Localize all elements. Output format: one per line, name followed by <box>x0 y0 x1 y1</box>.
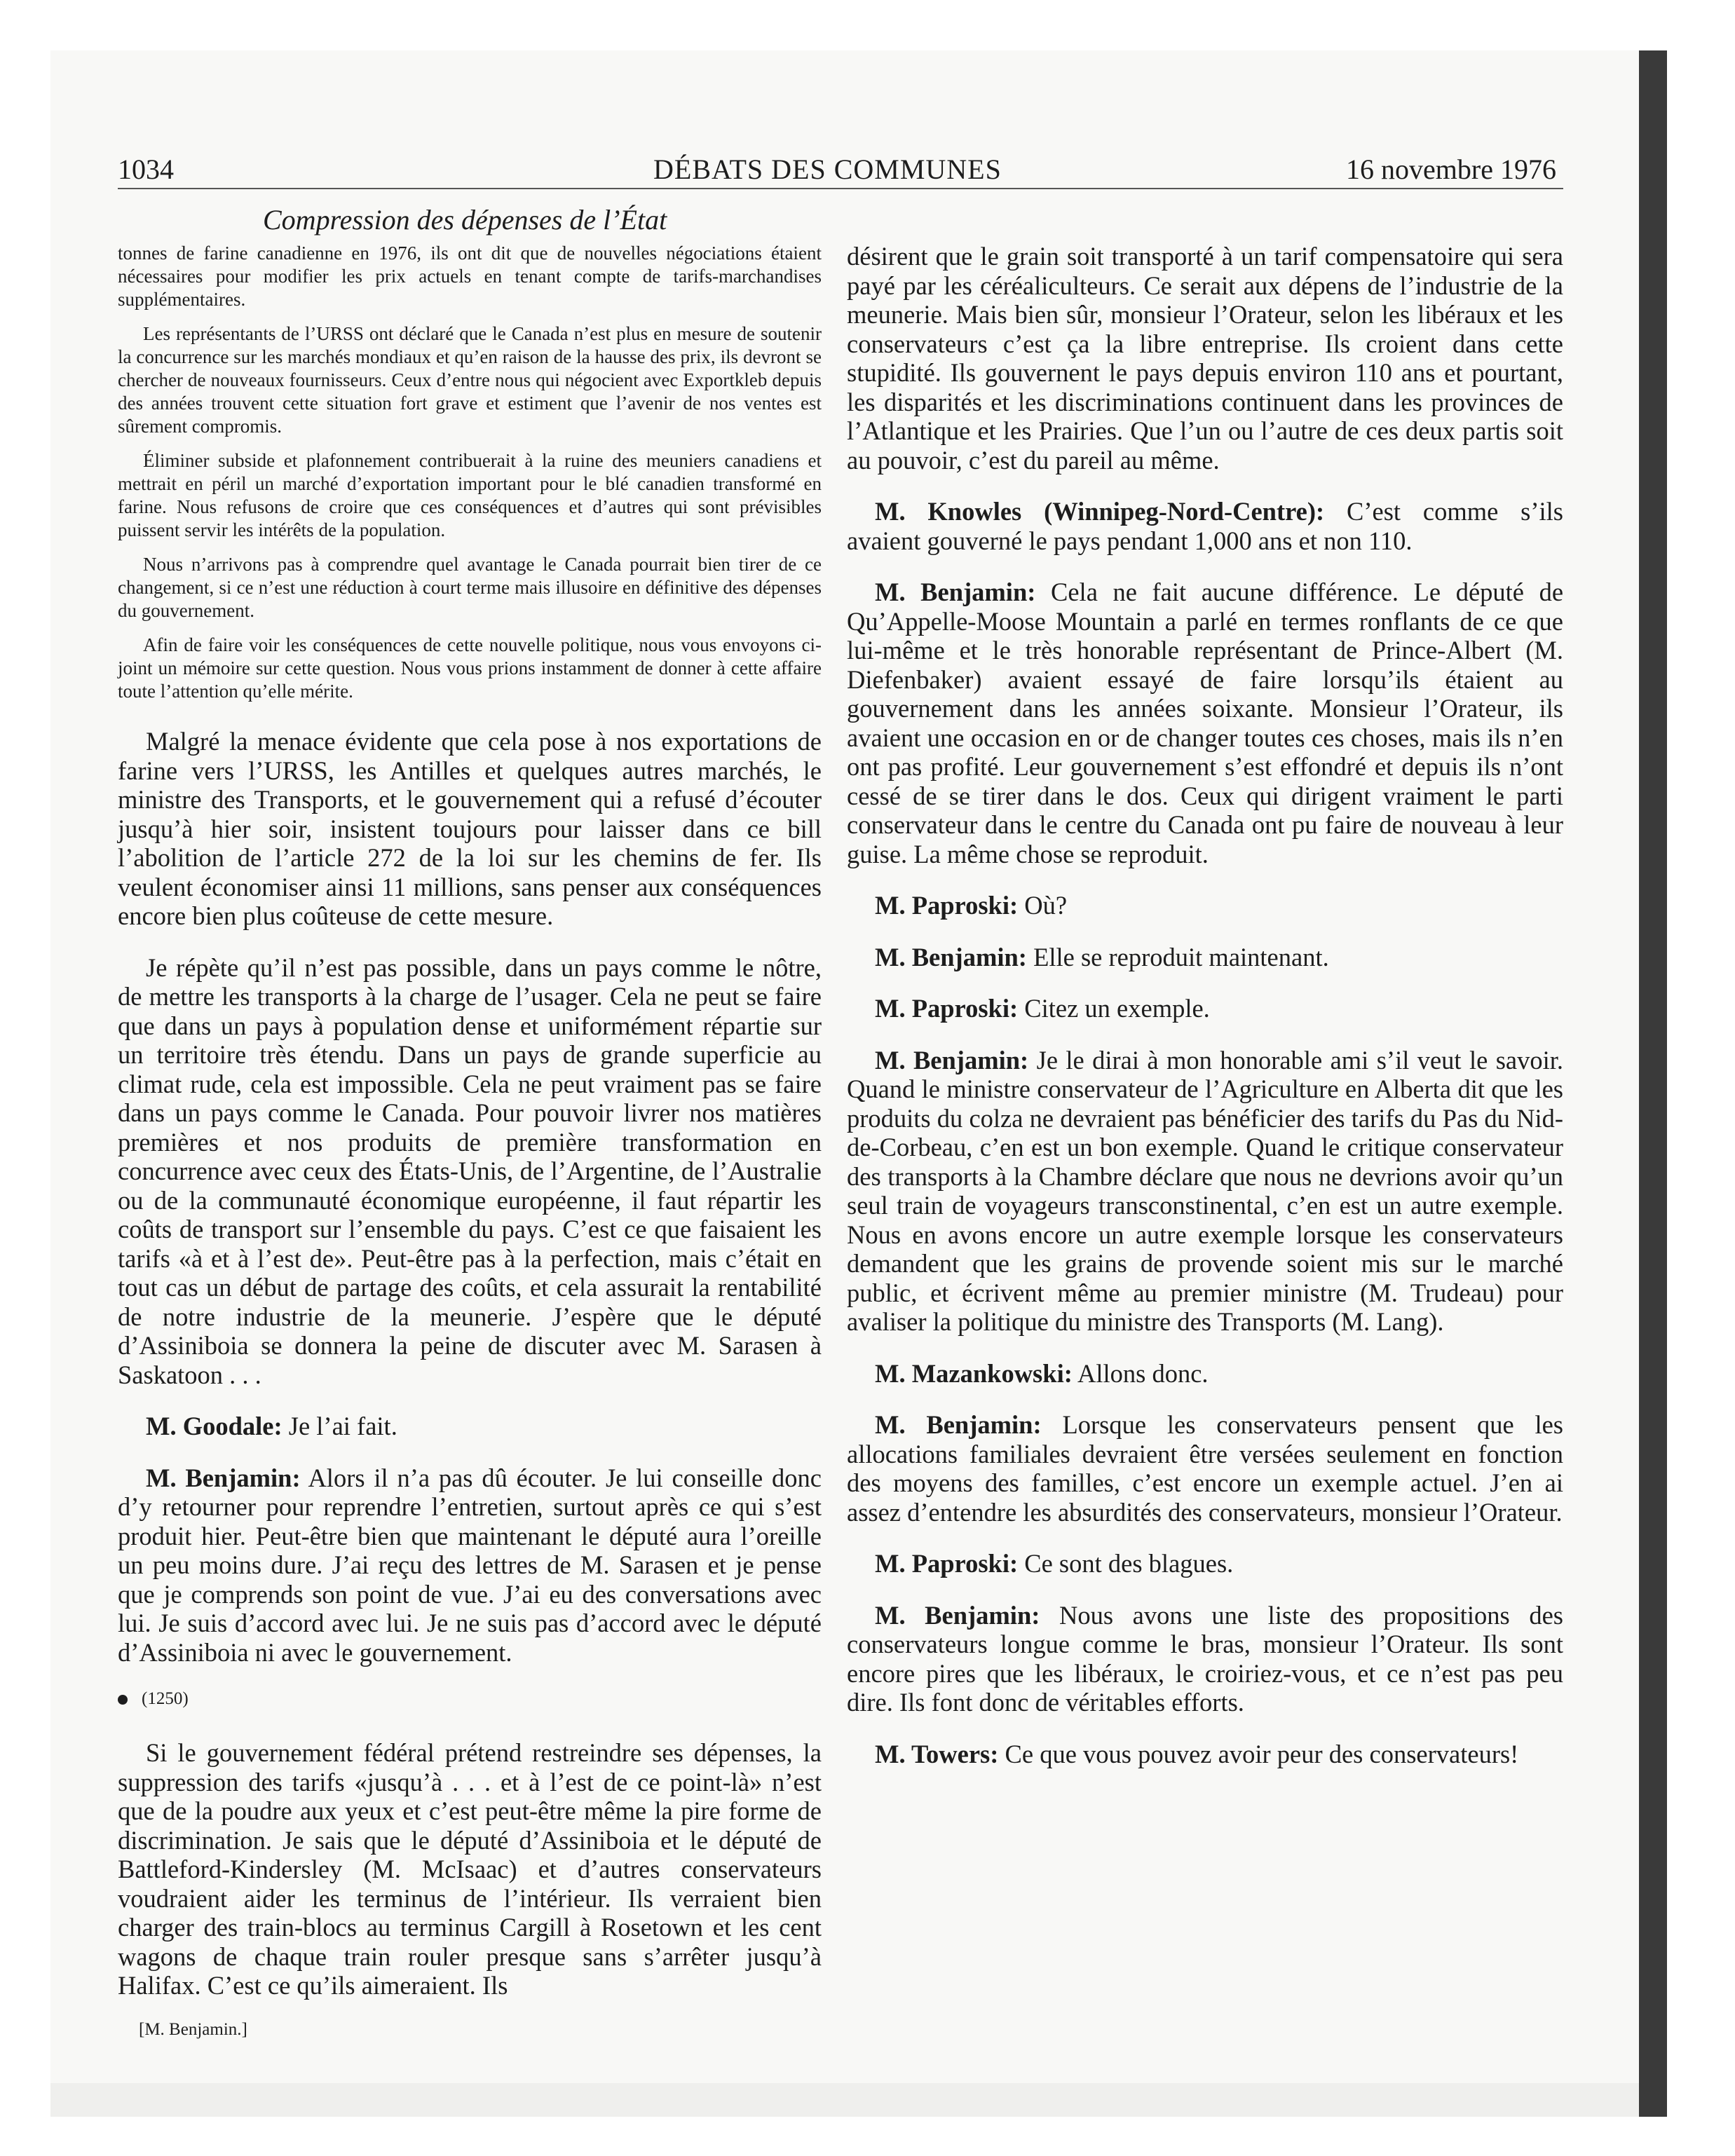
quote-paragraph: Nous n’arrivons pas à comprendre quel avantage le Canada pourrait bien tirer de ce changement, si ce n’est une réduction à court terme mais illusoire en définitive des dépenses du gouvernement. <box>118 554 822 621</box>
speaker-footer-reference: [M. Benjamin.] <box>139 2020 247 2039</box>
speech-text: Ce sont des blagues. <box>1024 1549 1234 1578</box>
quote-paragraph: Les représentants de l’URSS ont déclaré que le Canada n’est plus en mesure de soutenir la concurrence sur les marchés mondiaux et qu’en raison de la hausse des prix, ils devront se chercher de nouveaux fournisseurs. Ceux d’entre nous qui négocient avec Exportkleb depuis des années trouvent cette situation fort grave et estiment que l’avenir de nos ventes est sûrement compromis. <box>118 323 822 437</box>
speech-benjamin <box>847 1046 1563 1337</box>
scan-edge-bar <box>1639 50 1667 2117</box>
header-rule <box>118 188 1563 189</box>
speech-towers <box>847 1740 1563 1769</box>
speaker-name: M. Benjamin: <box>875 1045 1029 1074</box>
speech-text: Où? <box>1024 891 1068 920</box>
speech-paproski <box>847 891 1563 920</box>
speech-goodale <box>118 1412 822 1441</box>
speaker-name: M. Knowles (Winnipeg-Nord-Centre): <box>875 497 1325 526</box>
bullet-dot-icon <box>118 1695 128 1705</box>
speech-text: Nous avons une liste des propositions des conservateurs longue comme le bras, monsieur l’Orateur. Ils sont encore pires que les libéraux, le croiriez-vous, et ce n’est pas peu dire. Ils font donc de véritables efforts. <box>847 1600 1563 1717</box>
page-number: 1034 <box>118 153 174 185</box>
speech-text: C’est comme s’ils avaient gouverné le pays pendant 1,000 ans et non 110. <box>847 497 1563 555</box>
speaker-name: M. Benjamin: <box>875 578 1036 606</box>
speaker-name: M. Benjamin: <box>875 1600 1040 1630</box>
speech-paragraph: désirent que le grain soit transporté à un tarif compensatoire qui sera payé par les céréaliculteurs. Ce serait aux dépens de l’industrie de la meunerie. Mais bien sûr, monsieur l’Orateur, selon les libéraux et les conservateurs c’est ça la libre entreprise. Ils croient dans cette stupidité. Ils gouvernent le pays depuis environ 110 ans et pourtant, les disparités et les discriminations continuent dans les provinces de l’Atlantique et les Prairies. Que l’un ou l’autre de ces deux partis soit au pouvoir, c’est du pareil au même. <box>847 242 1563 475</box>
quote-paragraph: Éliminer subside et plafonnement contribuerait à la ruine des meuniers canadiens et mettrait en péril un marché d’exportation important pour le blé canadien transformé en farine. Nous refusons de croire que ces conséquences et d’autres qui sont prévisibles puissent servir les intérêts de la population. <box>118 450 822 540</box>
speaker-name: M. Paproski: <box>875 891 1019 920</box>
speaker-name: M. Benjamin: <box>875 942 1027 971</box>
left-column <box>118 242 822 2023</box>
quote-paragraph: Afin de faire voir les conséquences de cette nouvelle politique, nous vous envoyons ci-joint un mémoire sur cette question. Nous vous prions instamment de donner à cette affaire toute l’attention qu’elle mérite. <box>118 634 822 702</box>
time-marker-text: (1250) <box>142 1689 189 1708</box>
speech-text: Elle se reproduit maintenant. <box>1033 942 1329 971</box>
speech-benjamin <box>118 1464 822 1667</box>
speech-paragraph: Malgré la menace évidente que cela pose à nos exportations de farine vers l’URSS, les Antilles et quelques autres marchés, le ministre des Transports, et le gouvernement qui a refusé d’écouter jusqu’à hier soir, insistent toujours pour laisser dans ce bill l’abolition de l’article 272 de la loi sur les chemins de fer. Ils veulent économiser ainsi 11 millions, sans penser aux conséquences encore bien plus coûteuse de cette mesure. <box>118 727 822 930</box>
speaker-name: M. Goodale: <box>146 1412 283 1440</box>
speech-paragraph: Je répète qu’il n’est pas possible, dans un pays comme le nôtre, de mettre les transports à la charge de l’usager. Cela ne peut se faire que dans un pays à population dense et uniformément répartie sur un territoire très étendu. Dans un pays de grande superficie au climat rude, cela est impossible. Cela ne peut vraiment pas se faire dans un pays comme le Canada. Pour pouvoir livrer nos matières premières et nos produits de première transformation en concurrence avec ceux des États-Unis, de l’Argentine, de l’Australie ou de la communauté économique européenne, il faut répartir les coûts de transport sur l’ensemble du pays. C’est ce que faisaient les tarifs «à et à l’est de». Peut-être pas à la perfection, mais c’était en tout cas un début de partage des coûts, et cela assurait la rentabilité de notre industrie de la meunerie. J’espère que le député d’Assiniboia se donnera la peine de discuter avec M. Sarasen à Saskatoon . . . <box>118 953 822 1389</box>
speaker-name: M. Paproski: <box>875 994 1019 1023</box>
speech-paproski <box>847 994 1563 1023</box>
right-column <box>847 242 1563 1791</box>
speech-benjamin <box>847 578 1563 868</box>
quote-paragraph: tonnes de farine canadienne en 1976, ils ont dit que de nouvelles négociations étaient nécessaires pour modifier les prix actuels en tenant compte de tarifs-marchandises supplémentaires. <box>118 243 822 310</box>
speech-knowles <box>847 497 1563 555</box>
speech-paragraph: Si le gouvernement fédéral prétend restreindre ses dépenses, la suppression des tarifs «jusqu’à . . . et à l’est de ce point-là» n’est que de la poudre aux yeux et c’est peut-être même la pire forme de discrimination. Je sais que le député d’Assiniboia et le député de Battleford-Kindersley (M. McIsaac) et d’autres conservateurs voudraient aider les terminus de l’intérieur. Ils verraient bien charger des train-blocs au terminus Cargill à Rosetown et les cent wagons de chaque train rouler presque sans s’arrêter jusqu’à Halifax. C’est ce qu’ils aimeraient. Ils <box>118 1738 822 2000</box>
page-title: DÉBATS DES COMMUNES <box>653 153 1002 185</box>
speech-mazankowski <box>847 1359 1563 1389</box>
speaker-name: M. Benjamin: <box>875 1410 1042 1439</box>
page-date: 16 novembre 1976 <box>1346 153 1556 185</box>
speech-text: Je l’ai fait. <box>288 1412 397 1440</box>
speech-text: Citez un exemple. <box>1024 994 1210 1023</box>
speech-text: Lorsque les conservateurs pensent que les allocations familiales devraient être versées seulement en fonction des moyens des familles, c’est encore un exemple actuel. J’en ai assez d’entendre les absurdités des conservateurs, monsieur l’Orateur. <box>847 1410 1564 1527</box>
speech-benjamin <box>847 1601 1563 1717</box>
speaker-name: M. Benjamin: <box>146 1463 301 1492</box>
speech-benjamin <box>847 943 1563 972</box>
speech-text: Alors il n’a pas dû écouter. Je lui conseille donc d’y retourner pour reprendre l’entretien, surtout après ce qui s’est produit hier. Peut-être bien que maintenant le député aura l’oreille un peu moins dure. J’ai reçu des lettres de M. Sarasen et je pense que je comprends son point de vue. J’ai eu des conversations avec lui. Je suis d’accord avec lui. Je ne suis pas d’accord avec le député d’Assiniboia ni avec le gouvernement. <box>118 1463 822 1667</box>
speech-text: Je le dirai à mon honorable ami s’il veut le savoir. Quand le ministre conservateur de l’Agriculture en Alberta dit que les produits du colza ne devraient pas bénéficier des tarifs du Pas du Nid-de-Corbeau, c’en est un bon exemple. Quand le critique conservateur des transports à la Chambre déclare que nous ne devrions avoir qu’un seul train de voyageurs transconstinental, c’en est un autre exemple. Nous en avons encore un autre exemple lorsque les conservateurs demandent que les grains de provende soient mis sur le marché public, et écrivent même au premier ministre (M. Trudeau) pour avaliser la politique du ministre des Transports (M. Lang). <box>847 1045 1564 1336</box>
speech-text: Allons donc. <box>1077 1358 1209 1388</box>
speech-text: Ce que vous pouvez avoir peur des conservateurs! <box>1005 1739 1519 1768</box>
page-bottom-edge <box>50 2083 1649 2117</box>
time-marker <box>118 1689 822 1709</box>
speech-text: Cela ne fait aucune différence. Le député de Qu’Appelle-Moose Mountain a parlé en termes ronflants de ce que lui-même et le très honorable représentant de Prince-Albert (M. Diefenbaker) avaient essayé de faire lorsqu’ils étaient au gouvernement dans les années soixante. Monsieur l’Orateur, ils avaient une occasion en or de changer toutes ces choses, mais ils n’en ont pas profité. Leur gouvernement s’est effondré et depuis ils n’ont cessé de se tirer dans le dos. Ceux qui dirigent vraiment le parti conservateur dans le centre du Canada ont pu faire de nouveau à leur guise. La même chose se reproduit. <box>847 578 1564 868</box>
section-subtitle: Compression des dépenses de l’État <box>263 204 667 236</box>
speaker-name: M. Towers: <box>875 1739 999 1768</box>
speaker-name: M. Mazankowski: <box>875 1358 1073 1388</box>
speech-benjamin <box>847 1410 1563 1527</box>
speech-paproski <box>847 1549 1563 1578</box>
speaker-name: M. Paproski: <box>875 1549 1019 1578</box>
